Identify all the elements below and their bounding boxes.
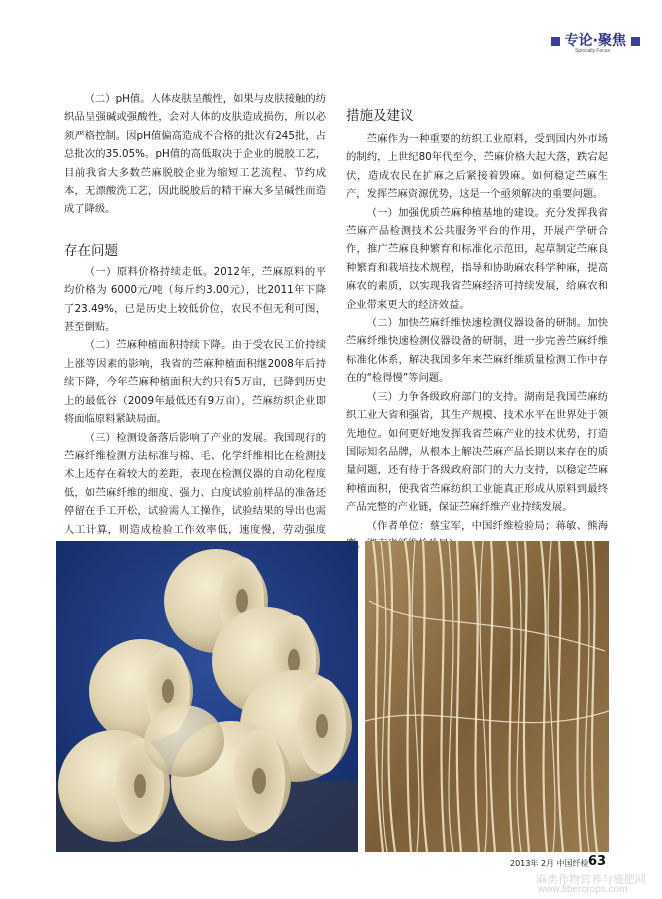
paragraph: （一）加强优质苎麻种植基地的建设。充分发挥我省苎麻产品检测技术公共服务平台的作用，开展产学研合作，推广苎麻良种繁育和标准化示范田，起草制定苎麻良种繁育和栽培技术规程，指导和协助麻农科学种麻，提高麻农的素质，以实现我省苎麻经济可持续发展，给麻农和企业带来更大的经济效益。 — [346, 206, 608, 311]
paragraph: （三）力争各级政府部门的支持。湖南是我国苎麻纺织工业大省和强省，其生产规模、技术水平在世界处于领先地位。如何更好地发挥我省苎麻产业的技术优势，打造国际知名品牌，从根本上解决苎麻产品长期以来存在的质量问题，还有待于各级政府部门的大力支持，以稳定苎麻种植面积，使我省苎麻纺织工业能真正形成从原料到最终产品完整的产业链，保证苎麻纤维产业持续发展。 — [346, 390, 608, 514]
right-column — [346, 106, 608, 553]
yarn-cones-illustration — [56, 541, 358, 852]
author-affiliation: （作者单位：蔡宝军，中国纤维检验局；蒋敏、熊海 ， — [356, 519, 608, 550]
watermark-url: www.fibercrops.com — [538, 884, 628, 895]
photo-ramie-fibers — [365, 541, 609, 852]
issue-info: 2013年 2月 中国纤检 — [510, 859, 589, 868]
ramie-fibers-illustration — [365, 541, 609, 852]
paragraph: （二）苎麻种植面积持续下降。由于受农民工价持续上涨等因素的影响，我省的苎麻种植面积继2008年后持续下降，今年苎麻种植面积大约只有5万亩，已降到历史上的最低谷（2009年最低还有9万亩），苎麻纺织企业即将面临原料紧缺局面。 — [64, 339, 326, 426]
photo-yarn-cones — [56, 541, 358, 852]
paragraph: （三）检测设备落后影响了产业的发展。我国现行的苎麻纤维检测方法标准与棉、毛、化学纤维相比在检测技术上还存在着较大的差距，表现在检测仪器的自动化程度低，如苎麻纤维的细度、强力、白度试验前样品的准备还停留在手工开松，试验需人工操作，试验结果的导出也需人工计算，则造成检验工作效率低，速度慢，劳动强度 — [64, 431, 326, 536]
watermark-title: 麻类作物营养与施肥网 — [536, 873, 646, 886]
header-square-icon — [631, 37, 640, 46]
section-title: 专论·聚焦 — [564, 33, 626, 49]
section-subtitle: Specially Focus — [574, 48, 610, 54]
section-heading: 存在问题 — [64, 242, 118, 259]
paragraph: （二）pH值。人体皮肤呈酸性，如果与皮肤接触的纺织品呈强碱或强酸性，会对人体的皮肤造成损伤，所以必须严格控制。因pH值偏高造成不合格的批次有245批，占总批次的35.05%。pH值的高低取决于企业的脱胶工艺，目前我省大多数苎麻脱胶企业为缩短工艺流程、节约成本，无漂酸洗工艺，因此脱胶后的精干麻大多呈碱性而造成了降级。 — [64, 93, 326, 216]
section-heading: 措施及建议 — [346, 108, 414, 124]
page-number: 63 — [588, 854, 607, 869]
left-column — [64, 90, 326, 557]
paragraph: （二）加快苎麻纤维快速检测仪器设备的研制。加快苎麻纤维快速检测仪器设备的研制，进一步完善苎麻纤维标准化体系，解决我国多年来苎麻纤维质量检测工作中存在的“检得慢”等问题。 — [346, 317, 608, 385]
paragraph: 苎麻作为一种重要的纺织工业原料，受到国内外市场的制约，上世纪80年代至今，苎麻价格大起大落，跌宕起伏，造成农民在扩麻之后紧接着毁麻。如何稳定苎麻生产，发挥苎麻资源优势，这是一个亟须解决的重要问题。 — [346, 133, 608, 201]
header-square-icon — [551, 37, 560, 46]
paragraph: （一）原料价格持续走低。2012年，苎麻原料的平均价格为 6000元/吨（每斤约3.00元），比2011年下降了23.49%，已是历史上较低价位，农民不但无利可图，甚至倒贴。 — [64, 265, 326, 334]
